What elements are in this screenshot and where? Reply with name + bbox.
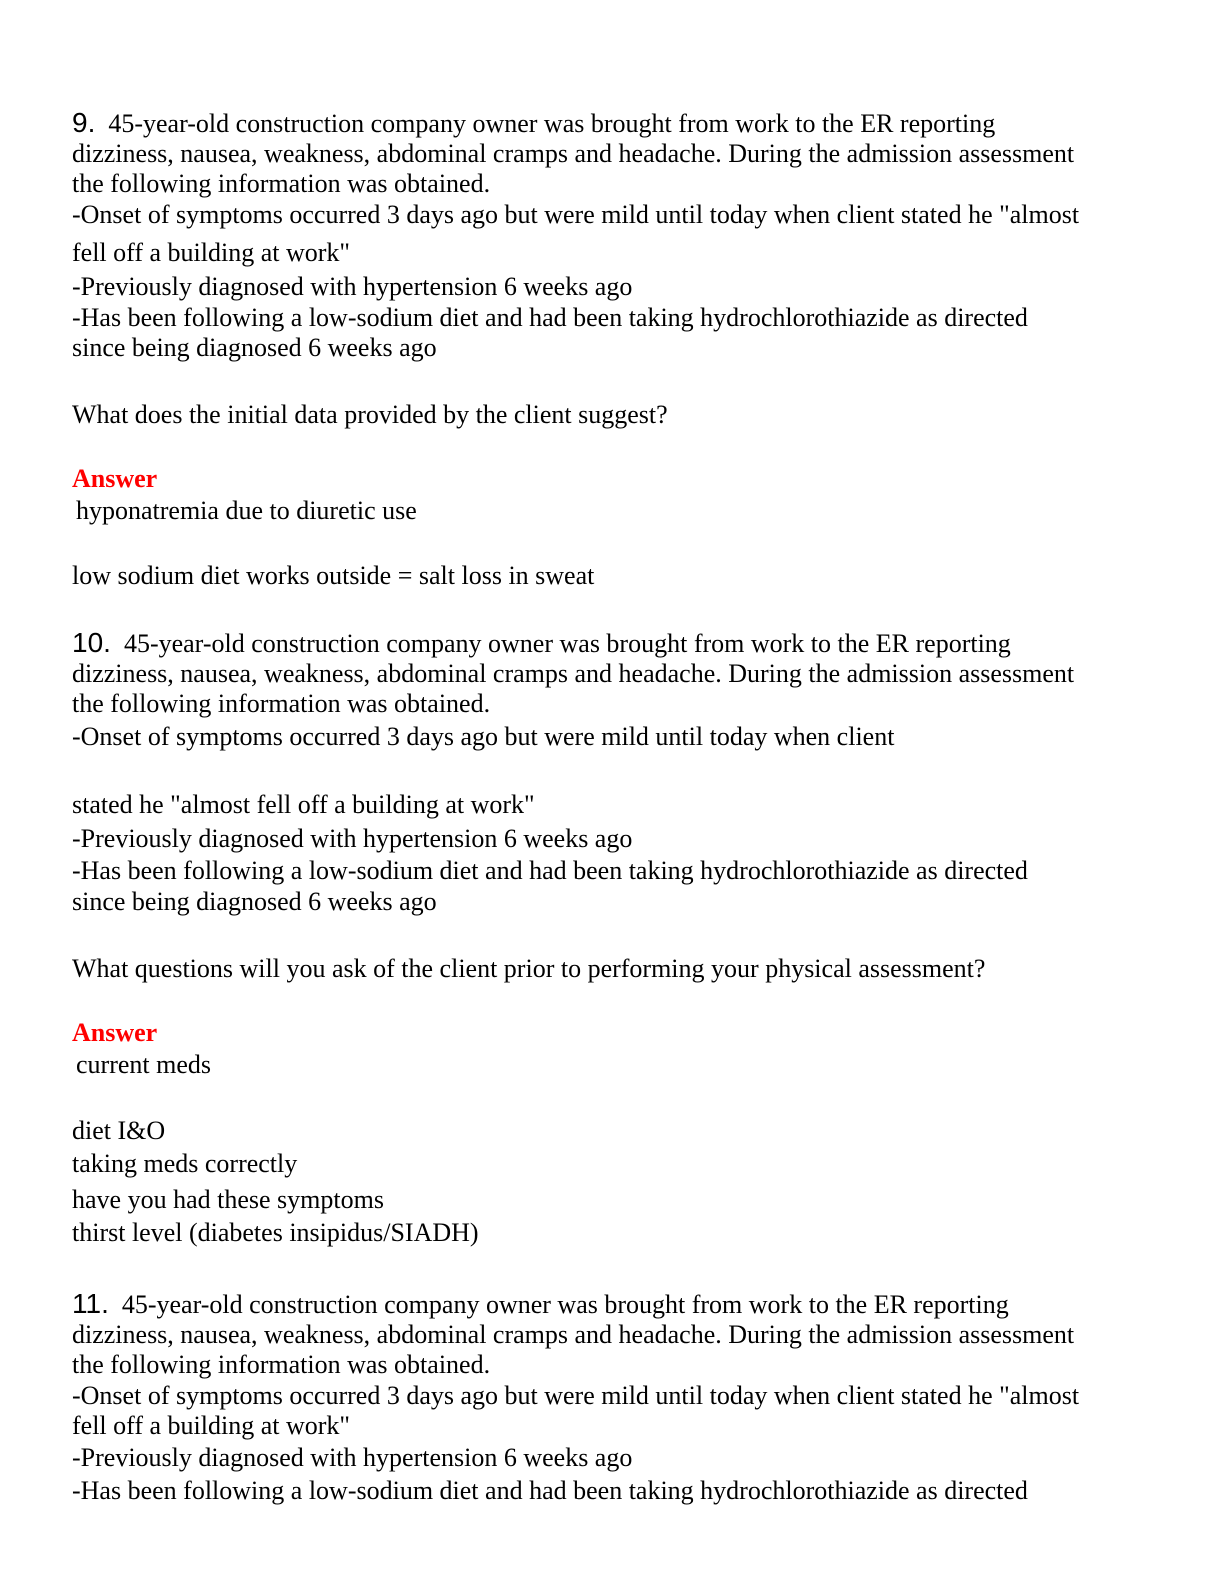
q11-text-line: the following information was obtained. — [72, 1350, 491, 1379]
q10-text-line: 45-year-old construction company owner was brought from work to the ER reporting — [123, 629, 1011, 658]
q11-text-line: 45-year-old construction company owner was brought from work to the ER reporting — [121, 1290, 1009, 1319]
q10-text-line: -Onset of symptoms occurred 3 days ago but were mild until today when client — [72, 722, 895, 751]
q11-number: 11. — [72, 1288, 109, 1319]
q9-first-line — [72, 108, 995, 139]
q9-text-line: -Has been following a low-sodium diet and had been taking hydrochlorothiazide as directed — [72, 303, 1028, 332]
q9-text-line: dizziness, nausea, weakness, abdominal cramps and headache. During the admission assessment — [72, 139, 1075, 168]
q11-first-line — [72, 1289, 1009, 1320]
q9-number: 9. — [72, 107, 96, 138]
q9-answer-line: hyponatremia due to diuretic use — [76, 496, 417, 525]
q10-answer-line: have you had these symptoms — [72, 1185, 384, 1214]
q9-question: What does the initial data provided by the client suggest? — [72, 400, 668, 429]
q9-text-line: the following information was obtained. — [72, 169, 491, 198]
q10-text-line: dizziness, nausea, weakness, abdominal cramps and headache. During the admission assessment — [72, 659, 1075, 688]
q11-text-line: fell off a building at work" — [72, 1411, 351, 1440]
q10-answer-line: taking meds correctly — [72, 1149, 298, 1178]
q9-text-line: since being diagnosed 6 weeks ago — [72, 333, 437, 362]
q10-number: 10. — [72, 627, 111, 658]
q10-answer-label: Answer — [72, 1018, 158, 1047]
q9-text-line: fell off a building at work" — [72, 238, 351, 267]
q10-answer-line: diet I&O — [72, 1116, 166, 1145]
q9-text-line: -Onset of symptoms occurred 3 days ago but were mild until today when client stated he "almost — [72, 200, 1080, 229]
q10-text-line: stated he "almost fell off a building at work" — [72, 790, 535, 819]
q10-first-line — [72, 628, 1011, 659]
q11-text-line: -Onset of symptoms occurred 3 days ago but were mild until today when client stated he "almost — [72, 1381, 1080, 1410]
q10-text-line: the following information was obtained. — [72, 689, 491, 718]
q11-text-line: -Has been following a low-sodium diet and had been taking hydrochlorothiazide as directed — [72, 1476, 1028, 1505]
q10-text-line: -Previously diagnosed with hypertension 6 weeks ago — [72, 824, 633, 853]
q9-answer-line: low sodium diet works outside = salt loss in sweat — [72, 561, 595, 590]
q11-text-line: -Previously diagnosed with hypertension 6 weeks ago — [72, 1443, 633, 1472]
q10-answer-line: thirst level (diabetes insipidus/SIADH) — [72, 1218, 479, 1247]
q9-text-line: -Previously diagnosed with hypertension 6 weeks ago — [72, 272, 633, 301]
q11-text-line: dizziness, nausea, weakness, abdominal cramps and headache. During the admission assessment — [72, 1320, 1075, 1349]
q10-answer-line: current meds — [76, 1050, 212, 1079]
q9-text-line: 45-year-old construction company owner was brought from work to the ER reporting — [108, 109, 996, 138]
q9-answer-label: Answer — [72, 464, 158, 493]
q10-text-line: -Has been following a low-sodium diet and had been taking hydrochlorothiazide as directed — [72, 856, 1028, 885]
q10-question: What questions will you ask of the client prior to performing your physical assessment? — [72, 954, 986, 983]
q10-text-line: since being diagnosed 6 weeks ago — [72, 887, 437, 916]
